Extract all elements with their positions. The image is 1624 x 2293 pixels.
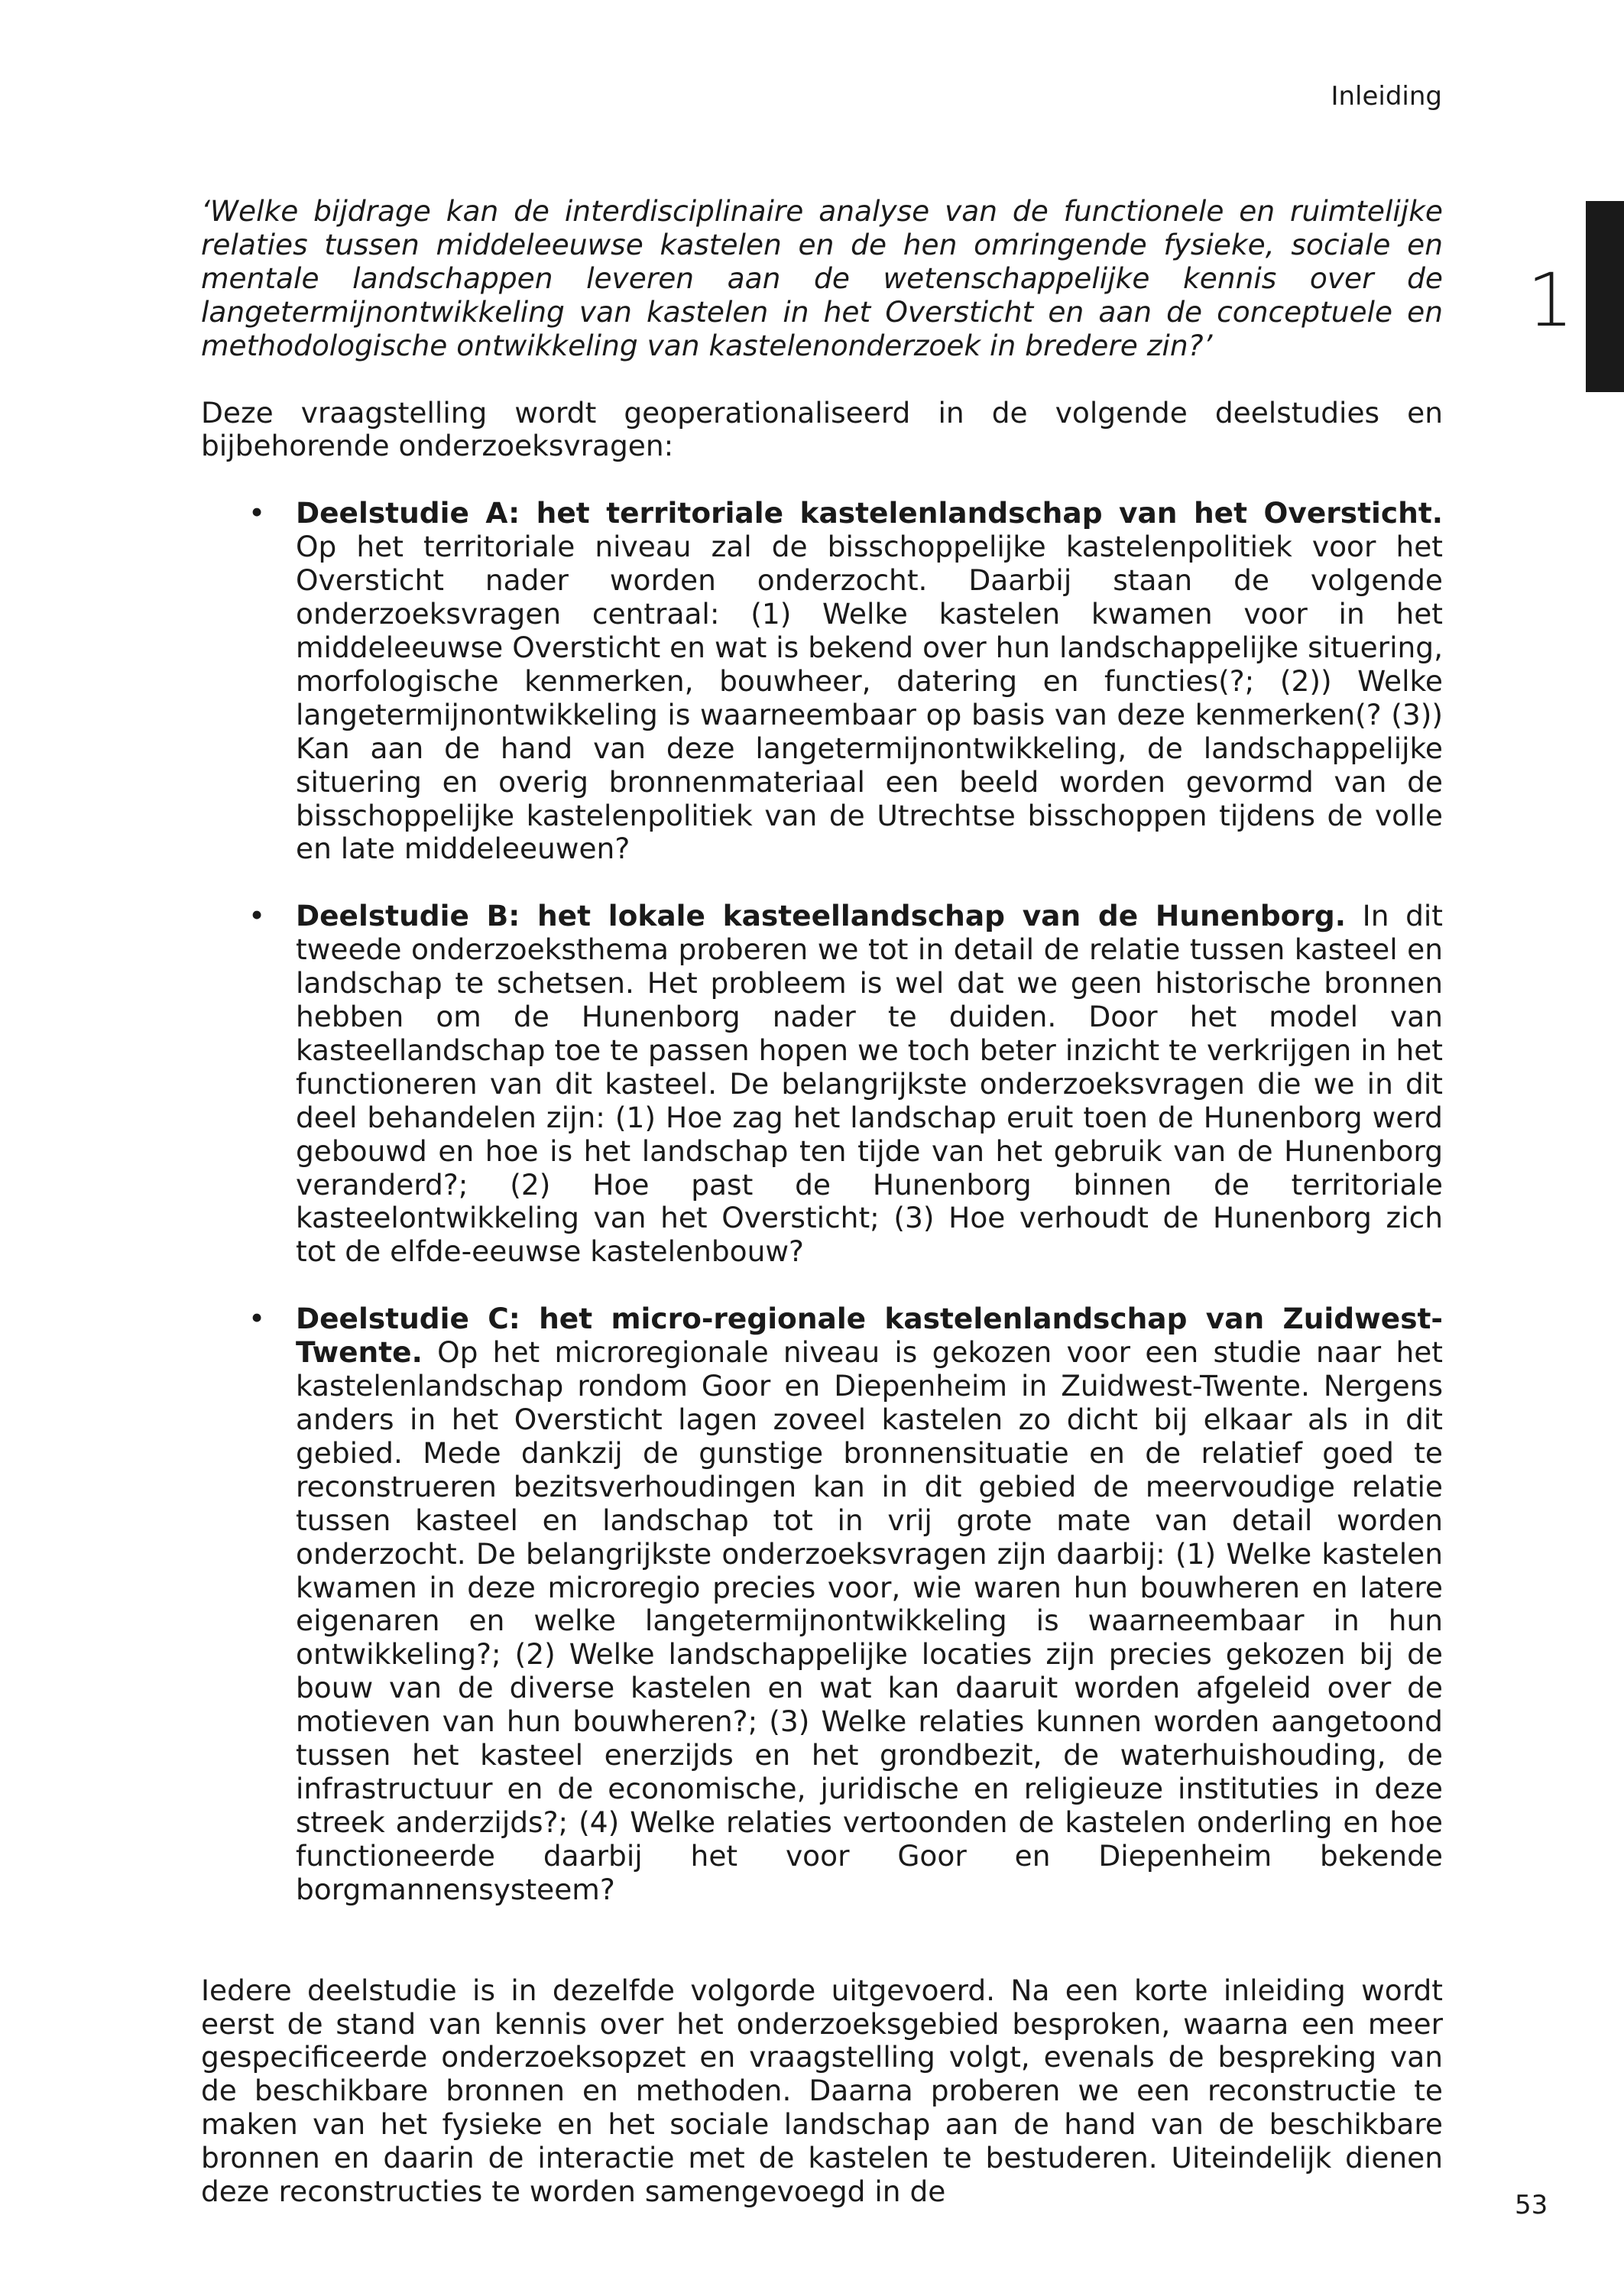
study-body: Op het territoriale niveau zal de bisschoppelijke kastelenpolitiek voor het Oversticht nader worden onderzocht. Daarbij staan de volgende onderzoeksvragen centraal: (1) Welke kastelen kwamen voor in het middeleeuwse Oversticht en wat is bekend over hun landschappelijke situering, morfologische kenmerken, bouwheer, datering en functies(?; (2)) Welke langetermijnontwikkeling is waarneembaar op basis van deze kenmerken(? (3)) Kan aan de hand van deze langetermijnontwikkeling, de landschappelijke situering en overig bronnenmateriaal een beeld worden gevormd van de bisschoppelijke kastelenpolitiek van de Utrechtse bisschoppen tijdens de volle en late middeleeuwen?	[296, 530, 1443, 866]
bullet-icon: •	[248, 1302, 266, 1336]
study-title: Deelstudie B: het lokale kasteellandschap van de Hunenborg.	[296, 899, 1347, 933]
list-item-study-c	[201, 1302, 1443, 1906]
bullet-icon: •	[248, 899, 266, 933]
study-body: Op het microregionale niveau is gekozen voor een studie naar het kastelenlandschap rondom Goor en Diepenheim in Zuidwest-Twente. Nergens anders in het Oversticht lagen zoveel kastelen zo dicht bij elkaar als in dit gebied. Mede dankzij de gunstige bronnensituatie en de relatief goed te reconstrueren bezitsverhoudingen kan in dit gebied de meervoudige relatie tussen kasteel en landschap tot in vrij grote mate van detail worden onderzocht. De belangrijkste onderzoeksvragen zijn daarbij: (1) Welke kastelen kwamen in deze microregio precies voor, wie waren hun bouwheren en latere eigenaren en welke langetermijnontwikkeling is waarneembaar in hun ontwikkeling?; (2) Welke landschappelijke locaties zijn precies gekozen bij de bouw van de diverse kastelen en wat kan daaruit worden afgeleid over de motieven van hun bouwheren?; (3) Welke relaties kunnen worden aangetoond tussen het kasteel enerzijds en het grondbezit, de waterhuishouding, de infrastructuur en de economische, juridische en religieuze instituties in deze streek anderzijds?; (4) Welke relaties vertoonden de kastelen onderling en hoe functioneerde daarbij het voor Goor en Diepenheim bekende borgmannensysteem?	[296, 1335, 1443, 1906]
chapter-tab	[1586, 201, 1624, 392]
chapter-number: 1	[1527, 258, 1574, 343]
study-title: Deelstudie A: het territoriale kastelenlandschap van het Oversticht.	[296, 496, 1443, 530]
list-item-study-a	[201, 497, 1443, 866]
intro-paragraph: Deze vraagstelling wordt geoperationaliseerd in de volgende deelstudies en bijbehorende onderzoeksvragen:	[201, 395, 1443, 463]
research-question: ‘Welke bijdrage kan de interdisciplinaire analyse van de functionele en ruimtelijke relaties tussen middeleeuwse kastelen en de hen omringende fysieke, sociale en mentale landschappen leveren aan de wetenschappelijke kennis over de langetermijnontwikkeling van kastelen in het Oversticht en aan de conceptuele en methodologische ontwikkeling van kastelenonderzoek in bredere zin?’	[201, 194, 1443, 362]
page-number: 53	[1515, 2190, 1548, 2220]
study-title: Deelstudie C: het micro-regionale kastelenlandschap van Zuidwest-Twente.	[296, 1302, 1443, 1370]
list-item-study-b	[201, 900, 1443, 1269]
bullet-icon: •	[248, 496, 266, 530]
closing-paragraph: Iedere deelstudie is in dezelfde volgorde uitgevoerd. Na een korte inleiding wordt eerst de stand van kennis over het onderzoeksgebied besproken, waarna een meer gespecificeerde onderzoeksopzet en vraagstelling volgt, evenals de bespreking van de beschikbare bronnen en methoden. Daarna proberen we een reconstructie te maken van het fysieke en het sociale landschap aan de hand van de beschikbare bronnen en daarin de interactie met de kastelen te bestuderen. Uiteindelijk dienen deze reconstructies te worden samengevoegd in de	[201, 1973, 1443, 2209]
page-body	[201, 195, 1443, 2209]
study-body: In dit tweede onderzoeksthema proberen we tot in detail de relatie tussen kasteel en landschap te schetsen. Het probleem is wel dat we geen historische bronnen hebben om de Hunenborg nader te duiden. Door het model van kasteellandschap toe te passen hopen we toch beter inzicht te verkrijgen in het functioneren van dit kasteel. De belangrijkste onderzoeksvragen die we in dit deel behandelen zijn: (1) Hoe zag het landschap eruit toen de Hunenborg werd gebouwd en hoe is het landschap ten tijde van het gebruik van de Hunenborg veranderd?; (2) Hoe past de Hunenborg binnen de territoriale kasteelontwikkeling van het Oversticht; (3) Hoe verhoudt de Hunenborg zich tot de elfde-eeuwse kastelenbouw?	[296, 899, 1443, 1269]
study-list	[201, 497, 1443, 1906]
running-head: Inleiding	[1331, 81, 1442, 112]
